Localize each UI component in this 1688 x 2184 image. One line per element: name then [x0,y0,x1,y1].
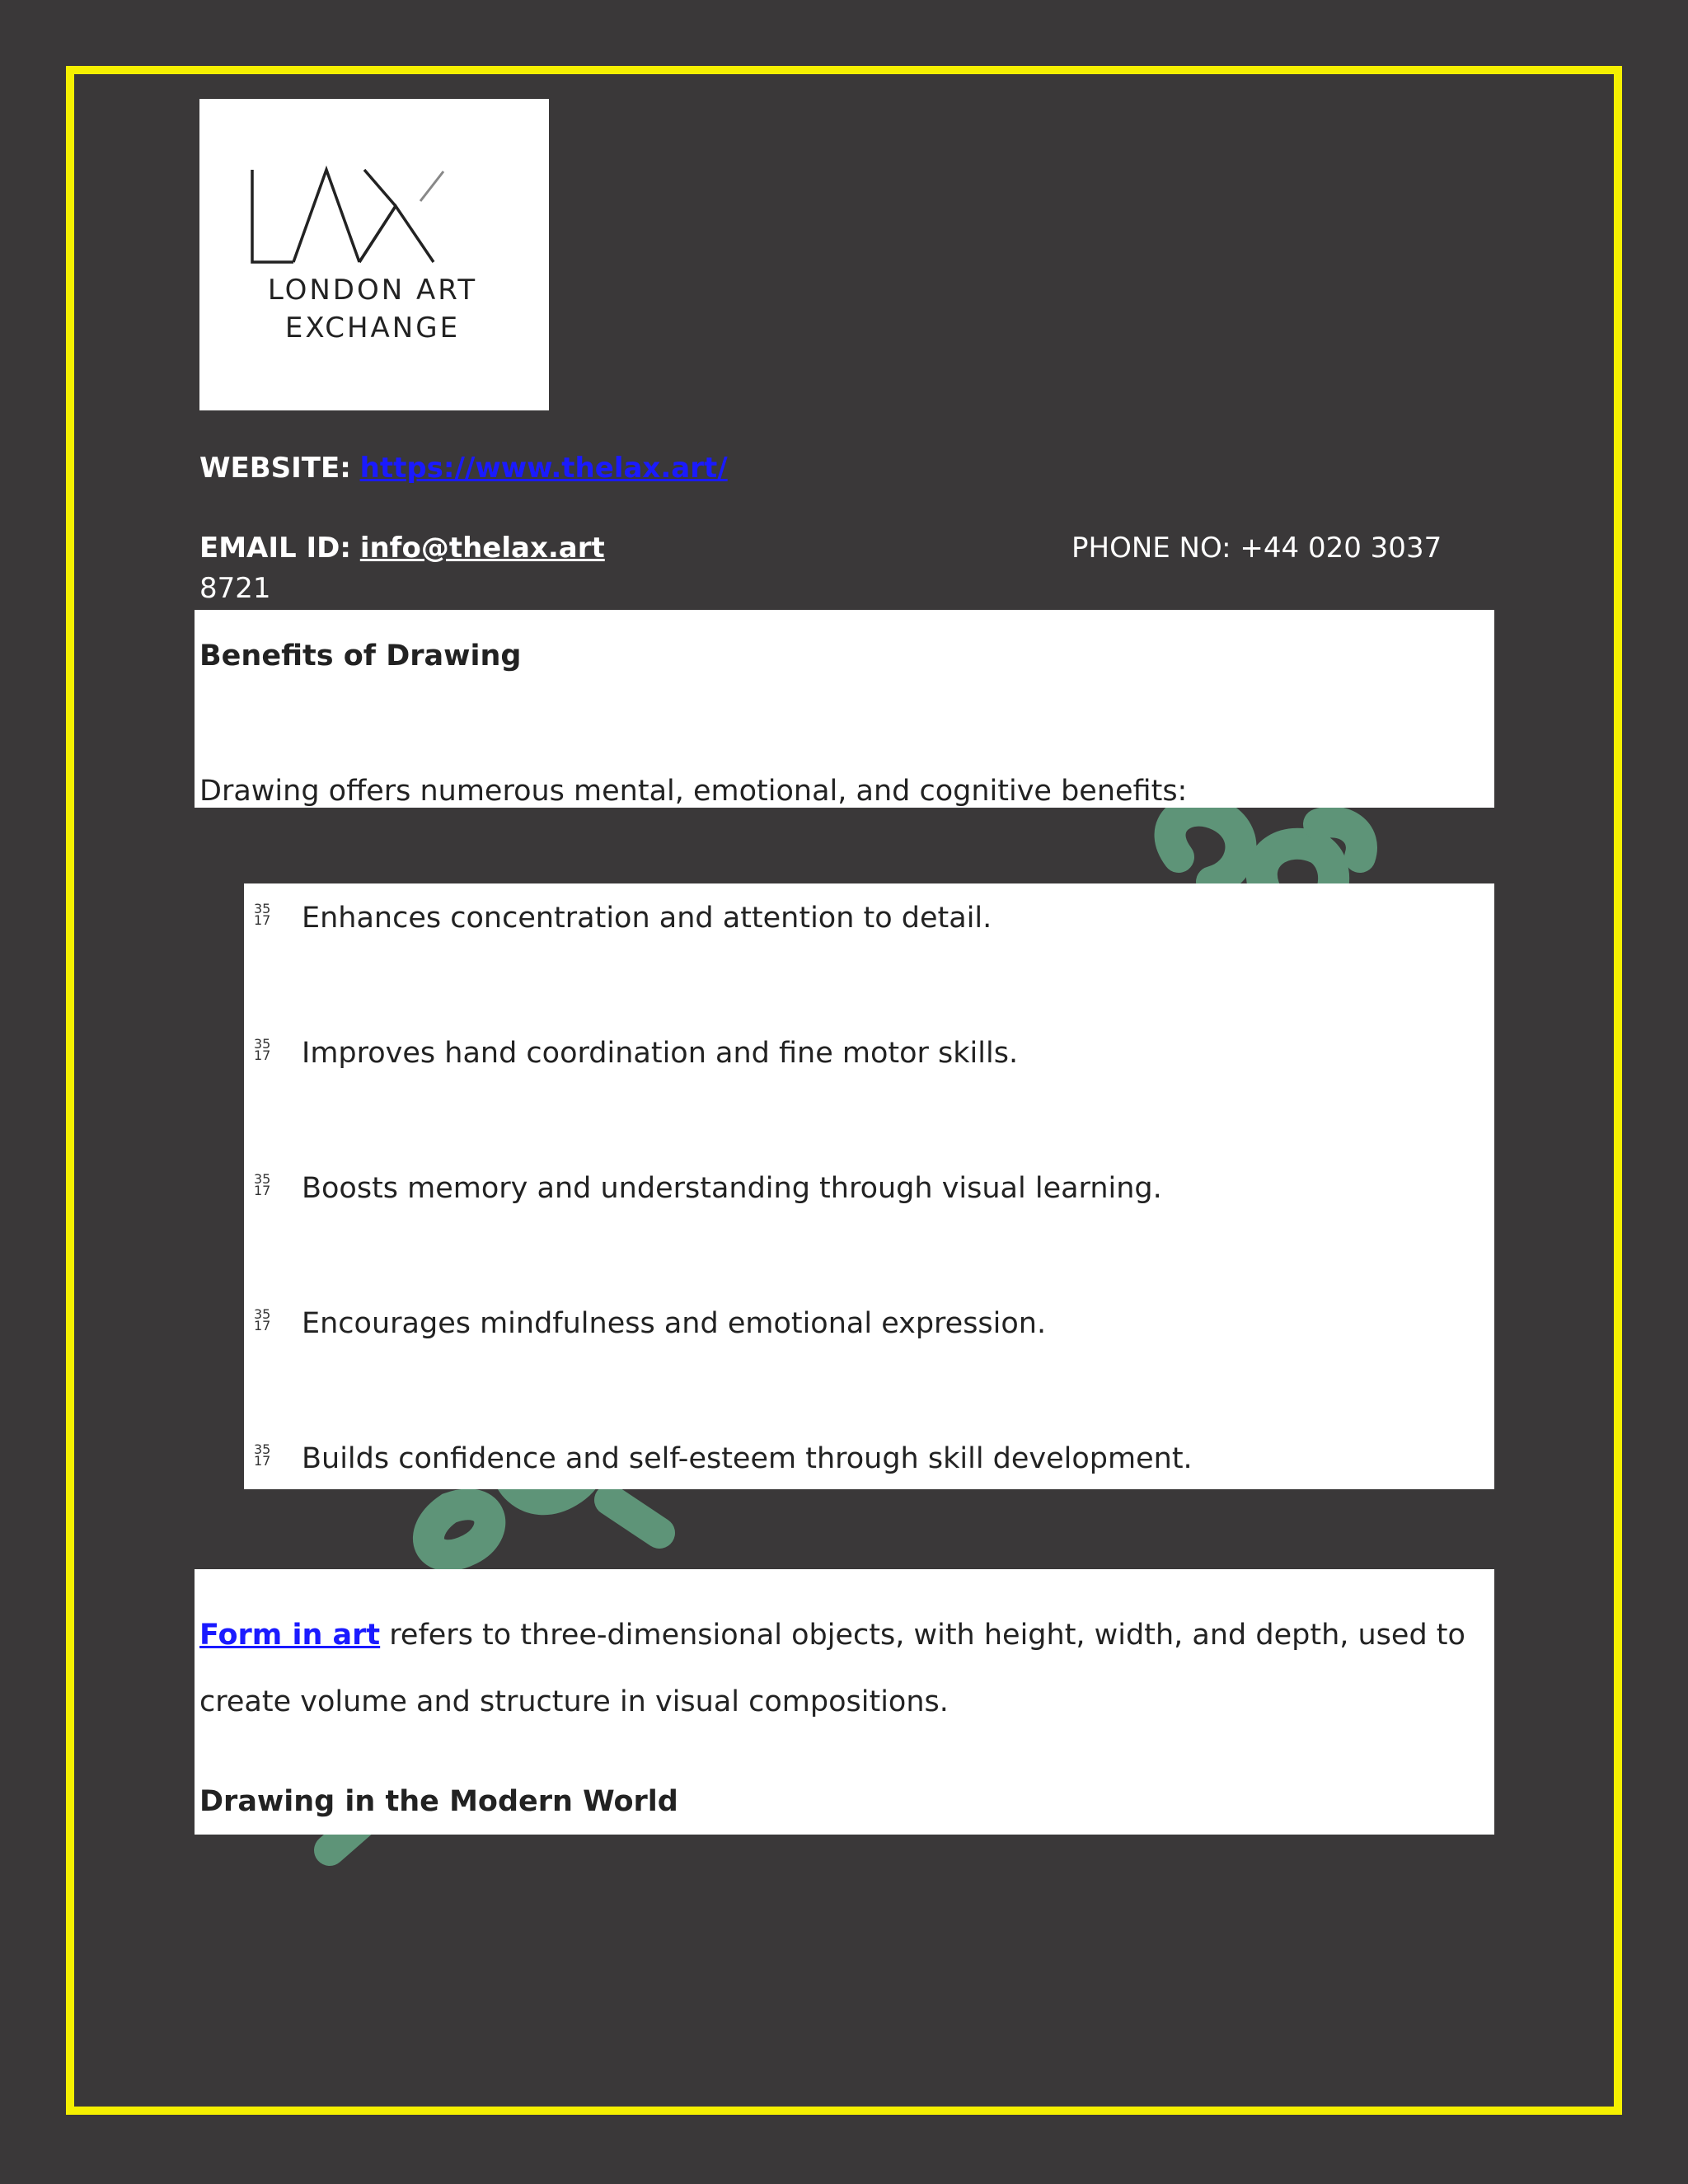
list-item-text: Encourages mindfulness and emotional expression. [302,1307,1047,1340]
logo-line2: EXCHANGE [284,312,461,344]
email-link[interactable]: info@thelax.art [359,532,605,565]
form-in-art-text: refers to three-dimensional objects, with height, width, and depth, used to create volume and structure in visual compositions. [199,1619,1465,1718]
list-item [249,1170,1485,1207]
lax-logo [199,99,549,410]
benefits-intro-text: Drawing offers numerous mental, emotional, and cognitive benefits: [199,775,1188,808]
list-item [249,900,1485,936]
bullet-icon: 35 17 [254,1171,271,1198]
form-in-art-block [195,1569,1494,1835]
bullet-icon: 35 17 [254,1036,271,1063]
form-in-art-paragraph [199,1602,1485,1736]
email-label: EMAIL ID: [199,532,351,565]
section-heading-modern-world: Drawing in the Modern World [199,1785,678,1818]
list-item [249,1305,1485,1342]
list-item [249,1441,1485,1477]
section-heading-benefits: Benefits of Drawing [199,640,522,673]
benefits-intro-block [195,610,1494,808]
email-line [199,532,605,565]
form-in-art-link[interactable]: Form in art [199,1619,381,1652]
website-line [199,452,728,485]
phone-number: PHONE NO: +44 020 3037 [1071,532,1442,565]
phone-number-continued: 8721 [199,572,271,605]
website-link[interactable]: https://www.thelax.art/ [359,452,728,485]
list-item-text: Enhances concentration and attention to detail. [302,902,992,935]
bullet-icon: 35 17 [254,1306,271,1333]
list-item-text: Improves hand coordination and fine motor skills. [302,1037,1019,1070]
bullet-icon: 35 17 [254,901,271,928]
website-label: WEBSITE: [199,452,351,485]
list-item [249,1035,1485,1071]
bullet-icon: 35 17 [254,1441,271,1469]
list-item-text: Builds confidence and self-esteem through skill development. [302,1442,1193,1475]
logo-line1: LONDON ART [267,274,478,307]
list-item-text: Boosts memory and understanding through visual learning. [302,1172,1162,1205]
benefits-list [244,883,1494,1489]
